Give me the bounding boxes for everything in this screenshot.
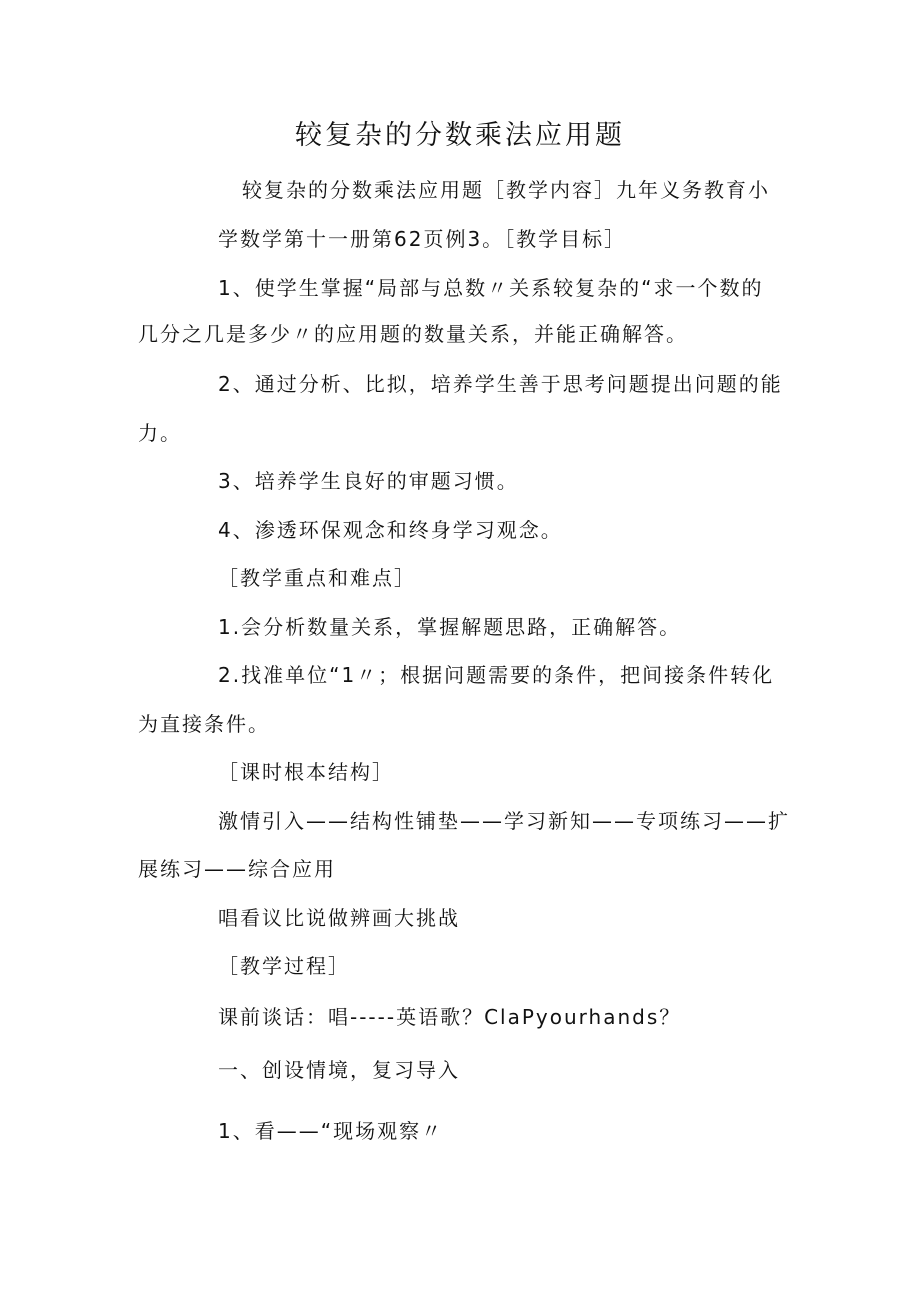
document-title: 较复杂的分数乘法应用题 [295, 120, 625, 151]
paragraph-line: 力。 [138, 421, 182, 445]
paragraph-line: 学数学第十一册第62页例3。［教学目标］ [218, 227, 627, 251]
section-heading: ［课时根本结构］ [218, 760, 394, 784]
paragraph-line: 4、渗透环保观念和终身学习观念。 [218, 518, 563, 542]
paragraph-line: 几分之几是多少〃的应用题的数量关系，并能正确解答。 [138, 322, 688, 346]
paragraph-line: 2.找准单位“1〃；根据问题需要的条件，把间接条件转化 [218, 663, 775, 687]
paragraph-line: 展练习——综合应用 [138, 857, 336, 881]
paragraph-line: 1、看——“现场观察〃 [218, 1119, 444, 1143]
section-heading: ［教学重点和难点］ [218, 566, 416, 590]
paragraph-line: 1、使学生掌握“局部与总数〃关系较复杂的“求一个数的 [218, 276, 764, 300]
paragraph-line: 1.会分析数量关系，掌握解题思路，正确解答。 [218, 615, 682, 639]
paragraph-line: 一、创设情境，复习导入 [218, 1058, 460, 1082]
paragraph-line: 3、培养学生良好的审题习惯。 [218, 469, 519, 493]
paragraph-line: 2、通过分析、比拟，培养学生善于思考问题提出问题的能 [218, 372, 783, 396]
paragraph-line: 唱看议比说做辨画大挑战 [218, 906, 460, 930]
paragraph-line: 为直接条件。 [138, 712, 270, 736]
paragraph-line: 课前谈话：唱-----英语歌？ClaPyourhands？ [218, 1005, 682, 1029]
paragraph-line: 较复杂的分数乘法应用题［教学内容］九年义务教育小 [242, 178, 770, 202]
section-heading: ［教学过程］ [218, 954, 350, 978]
paragraph-line: 激情引入——结构性铺垫——学习新知——专项练习——扩 [218, 809, 790, 833]
